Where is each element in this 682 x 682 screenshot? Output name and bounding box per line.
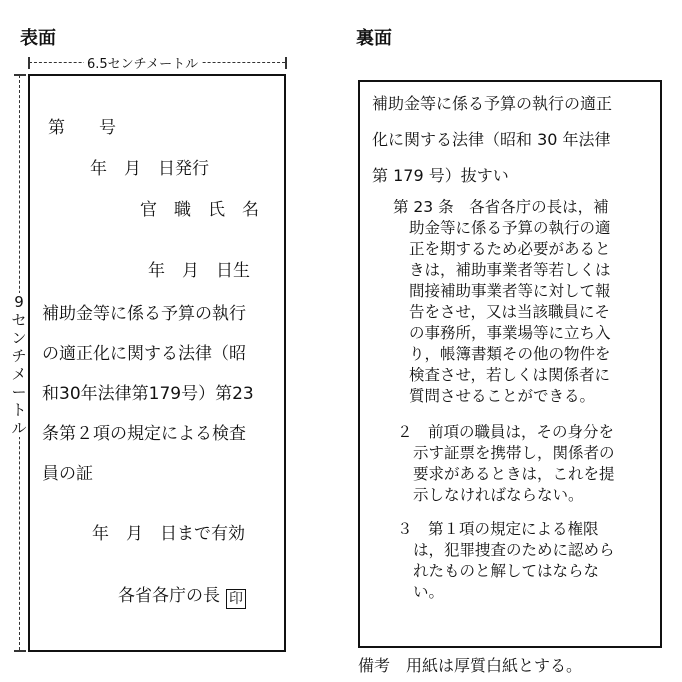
- back-para2-line-3: 要求があるときは，これを提: [413, 465, 615, 483]
- front-line-issuer: [118, 588, 246, 609]
- back-para3-line-4: い。: [413, 583, 445, 601]
- front-line-body-4: 条第２項の規定による検査: [42, 424, 246, 444]
- back-article-line-6: 告をさせ，又は当該職員にそ: [409, 303, 611, 321]
- back-intro-2: 化に関する法律（昭和 30 年法律: [372, 130, 611, 149]
- front-line-body-2: の適正化に関する法律（昭: [42, 344, 246, 364]
- height-label-char: ン: [11, 329, 27, 347]
- back-article-line-2: 助金等に係る予算の執行の適: [409, 219, 611, 237]
- back-article-line-10: 質問させることができる。: [409, 387, 596, 405]
- front-line-body-5: 員の証: [42, 464, 93, 484]
- back-article-line-8: り，帳簿書類その他の物件を: [409, 345, 611, 363]
- height-label-char: メ: [11, 365, 27, 383]
- back-article-line-9: 検査させ，若しくは関係者に: [409, 366, 611, 384]
- back-para3-line-1: ３ 第１項の規定による権限: [397, 520, 599, 538]
- back-heading: 裏面: [356, 28, 392, 49]
- front-line-body-1: 補助金等に係る予算の執行: [42, 304, 246, 324]
- front-line-number: 第 号: [48, 118, 116, 138]
- front-line-birth-date: 年 月 日生: [148, 261, 250, 281]
- back-article-line-1: 第 23 条 各省各庁の長は，補: [393, 198, 609, 216]
- back-intro-3: 第 179 号）抜すい: [372, 166, 509, 185]
- height-dim-tick-bottom: [14, 650, 26, 652]
- back-article-line-5: 間接補助事業者等に対して報: [409, 282, 611, 300]
- height-label-char: セ: [11, 311, 27, 329]
- height-label-char: ー: [11, 383, 27, 401]
- front-heading: 表面: [20, 28, 56, 49]
- back-para2-line-4: 示しなければならない。: [413, 486, 584, 504]
- seal-icon: 印: [226, 589, 246, 609]
- width-dim-tick-left: [28, 57, 30, 69]
- issuer-label: 各省各庁の長: [118, 586, 220, 606]
- height-label-char: 9: [14, 293, 24, 311]
- height-dim-label: [11, 293, 27, 437]
- back-intro-1: 補助金等に係る予算の執行の適正: [372, 94, 613, 113]
- height-label-text: [11, 293, 27, 437]
- back-note: 備考 用紙は厚質白紙とする。: [358, 656, 583, 675]
- front-line-issue-date: 年 月 日発行: [90, 159, 209, 179]
- back-article-line-3: 正を期するため必要があると: [409, 240, 611, 258]
- back-para3-line-3: れたものと解してはならな: [413, 562, 600, 580]
- back-para2-line-1: ２ 前項の職員は，その身分を: [397, 423, 615, 441]
- height-label-char: チ: [11, 347, 27, 365]
- height-label-char: ル: [11, 419, 27, 437]
- height-label-char: ト: [11, 401, 27, 419]
- back-article-line-7: の事務所，事業場等に立ち入: [409, 324, 611, 342]
- width-dim-tick-right: [285, 57, 287, 69]
- front-line-body-3: 和30年法律第179号）第23: [42, 384, 254, 404]
- width-dim-label: 6.5センチメートル: [84, 53, 201, 72]
- back-article-line-4: きは，補助事業者等若しくは: [409, 261, 611, 279]
- front-line-name: 官 職 氏 名: [140, 200, 259, 220]
- back-para2-line-2: 示す証票を携帯し，関係者の: [413, 444, 615, 462]
- back-para3-line-2: は，犯罪捜査のために認めら: [413, 541, 615, 559]
- front-line-valid-until: 年 月 日まで有効: [92, 524, 245, 544]
- height-dim-tick-top: [14, 74, 26, 76]
